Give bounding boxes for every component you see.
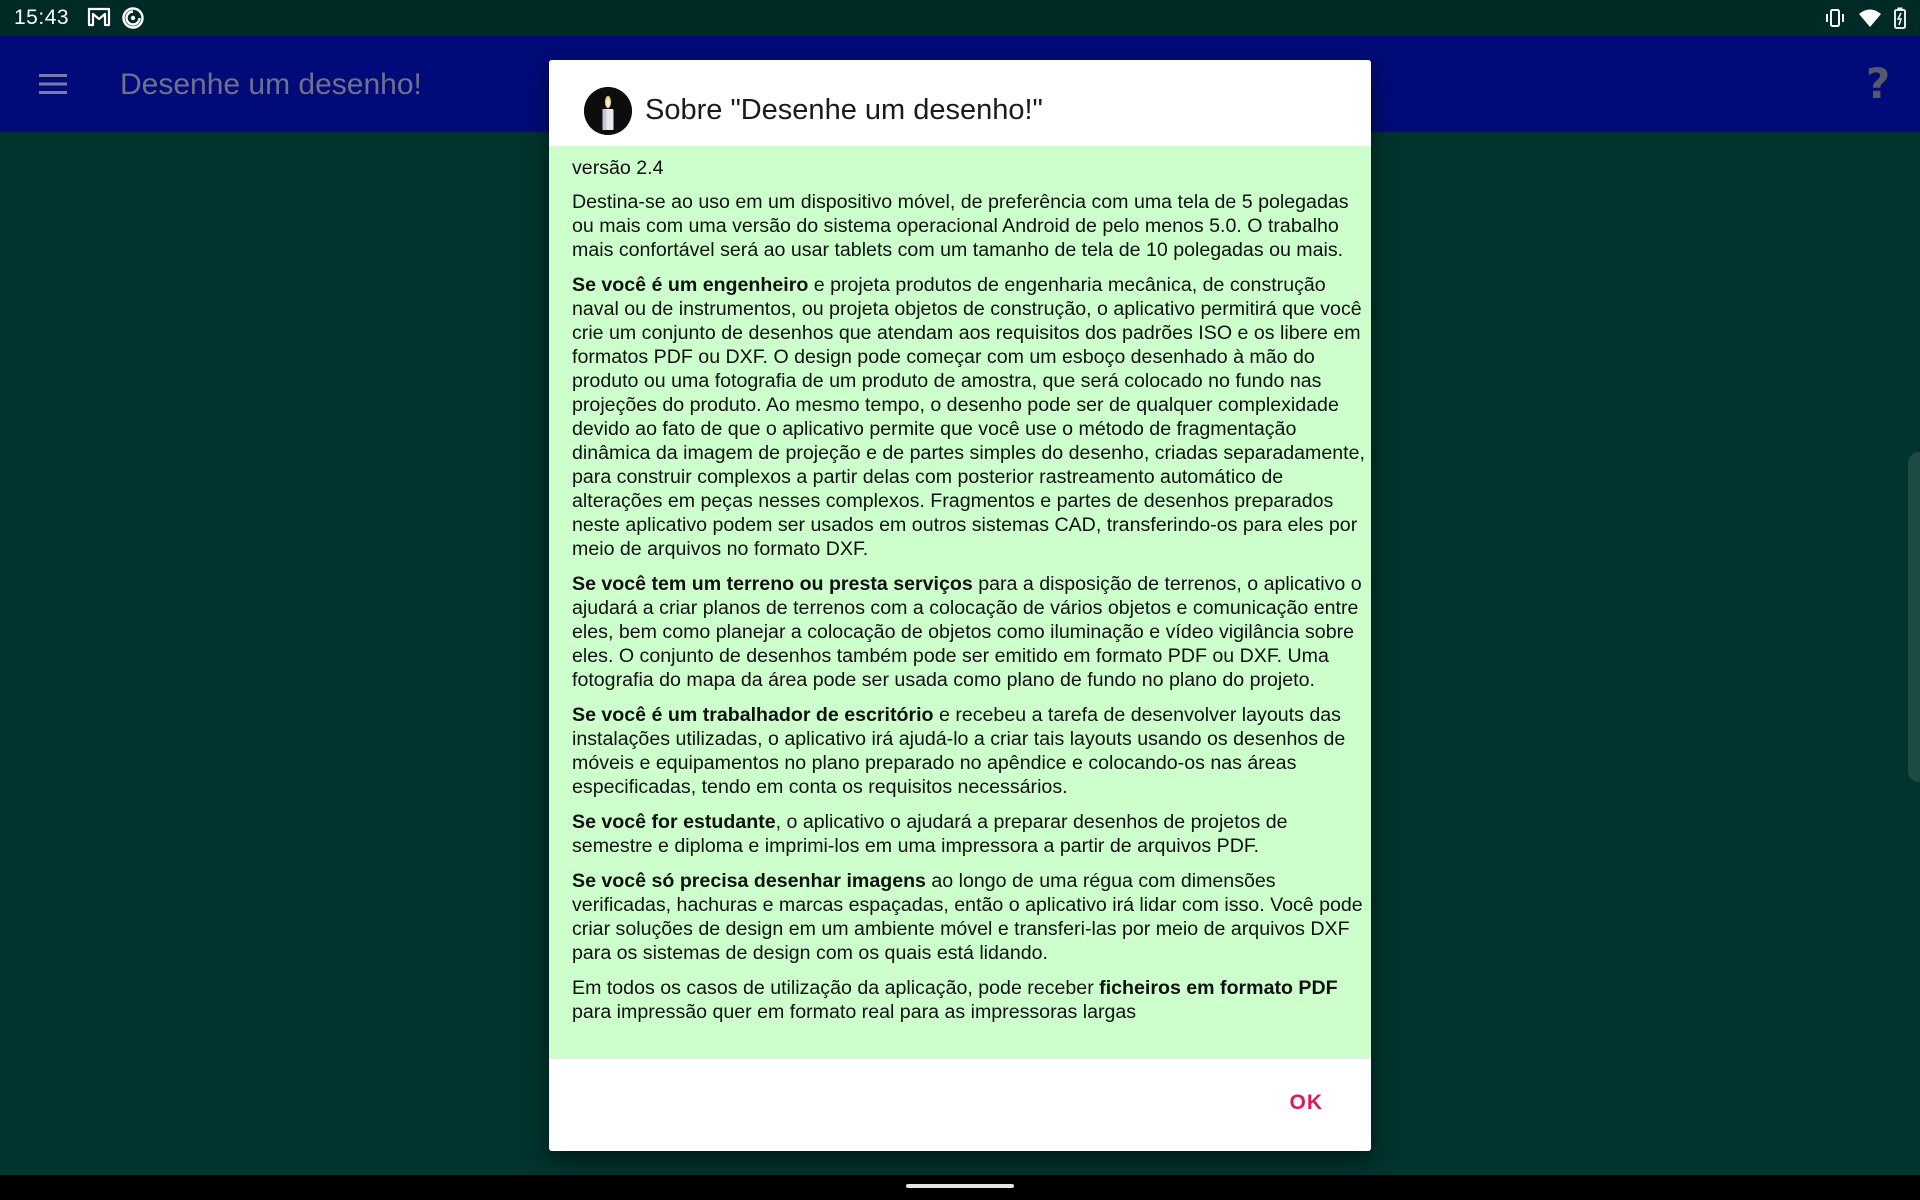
dialog-body-scroll[interactable] — [549, 146, 1371, 1058]
about-dialog — [549, 60, 1371, 1151]
paragraph-drawing: Se você só precisa desenhar imagens ao longo de uma régua com dimensões verificadas, hachuras e marcas espaçadas, então o aplicativo irá lidar com isso. Você pode criar soluções de design em um ambiente móvel e transferi-las por meio de arquivos DXF para os sistemas de design com os quais está lidando. — [572, 870, 1363, 964]
menu-icon — [39, 73, 69, 95]
battery-icon — [1894, 7, 1906, 34]
navigation-bar — [0, 1175, 1920, 1200]
dialog-footer — [549, 1058, 1371, 1151]
dialog-title: Sobre "Desenhe um desenho!" — [645, 94, 1043, 126]
dialog-header — [549, 60, 1371, 146]
app-title: Desenhe um desenho! — [120, 68, 422, 101]
paragraph-all-cases: Em todos os casos de utilização da aplicação, pode receber ficheiros em formato PDF para impressão quer em formato real para as impressoras largas — [572, 977, 1338, 1023]
paragraph-engineer: Se você é um engenheiro e projeta produtos de engenharia mecânica, de construção naval ou de instrumentos, ou projeta objetos de construção, o aplicativo permitirá que você crie um conjunto de desenhos que atendam aos requisitos dos padrões ISO e os libere em formatos PDF ou DXF. O design pode começar com um esboço desenhado à mão do produto ou uma fotografia de um produto de amostra, que será colocado no fundo nas projeções do produto. Ao mesmo tempo, o desenho pode ser de qualquer complexidade devido ao fato de que o aplicativo permite que você use o método de fragmentação dinâmica da imagem de projeção e de partes simples do desenho, criadas separadamente, para construir complexos a partir delas com posterior rastreamento automático de alterações em peças nesses complexos. Fragmentos e partes de desenhos preparados neste aplicativo podem ser usados em outros sistemas CAD, transferindo-os para eles por meio de arquivos no formato DXF. — [572, 274, 1365, 560]
status-right-icons — [1824, 7, 1906, 34]
menu-button[interactable] — [36, 68, 72, 100]
side-panel-handle[interactable] — [1908, 452, 1920, 782]
gmail-icon — [87, 6, 111, 35]
candle-icon — [584, 87, 632, 135]
paragraph-intro: Destina-se ao uso em um dispositivo móvel, de preferência com uma tela de 5 polegadas ou mais com uma versão do sistema operacional Android de pelo menos 5.0. O trabalho mais confortável será ao usar tablets com um tamanho de tela de 10 polegadas ou mais. — [572, 191, 1349, 261]
home-gesture-handle[interactable] — [906, 1184, 1014, 1188]
wifi-icon — [1858, 8, 1882, 33]
status-time: 15:43 — [14, 6, 70, 29]
help-button[interactable]: ? — [1865, 59, 1891, 108]
vibrate-icon — [1824, 8, 1846, 33]
version-text: versão 2.4 — [572, 157, 664, 179]
paragraph-student: Se você for estudante, o aplicativo o ajudará a preparar desenhos de projetos de semestre e diploma e imprimi-los em uma impressora a partir de arquivos PDF. — [572, 811, 1288, 857]
ok-button[interactable]: OK — [1289, 1091, 1323, 1114]
status-bar — [0, 0, 1920, 36]
paragraph-office: Se você é um trabalhador de escritório e recebeu a tarefa de desenvolver layouts das instalações utilizadas, o aplicativo irá ajudá-lo a criar tais layouts usando os desenhos de móveis e equipamentos no plano preparado no apêndice e colocando-os nas áreas especificadas, tendo em conta os requisitos necessários. — [572, 704, 1346, 798]
sync-icon — [121, 6, 145, 35]
status-left-icons — [87, 6, 145, 35]
paragraph-land: Se você tem um terreno ou presta serviços para a disposição de terrenos, o aplicativo o ajudará a criar planos de terrenos com a colocação de vários objetos e comunicação entre eles, bem como planejar a colocação de objetos como iluminação e vídeo vigilância sobre eles. O conjunto de desenhos também pode ser emitido em formato PDF ou DXF. Uma fotografia do mapa da área pode ser usada como plano de fundo no plano do projeto. — [572, 573, 1362, 691]
